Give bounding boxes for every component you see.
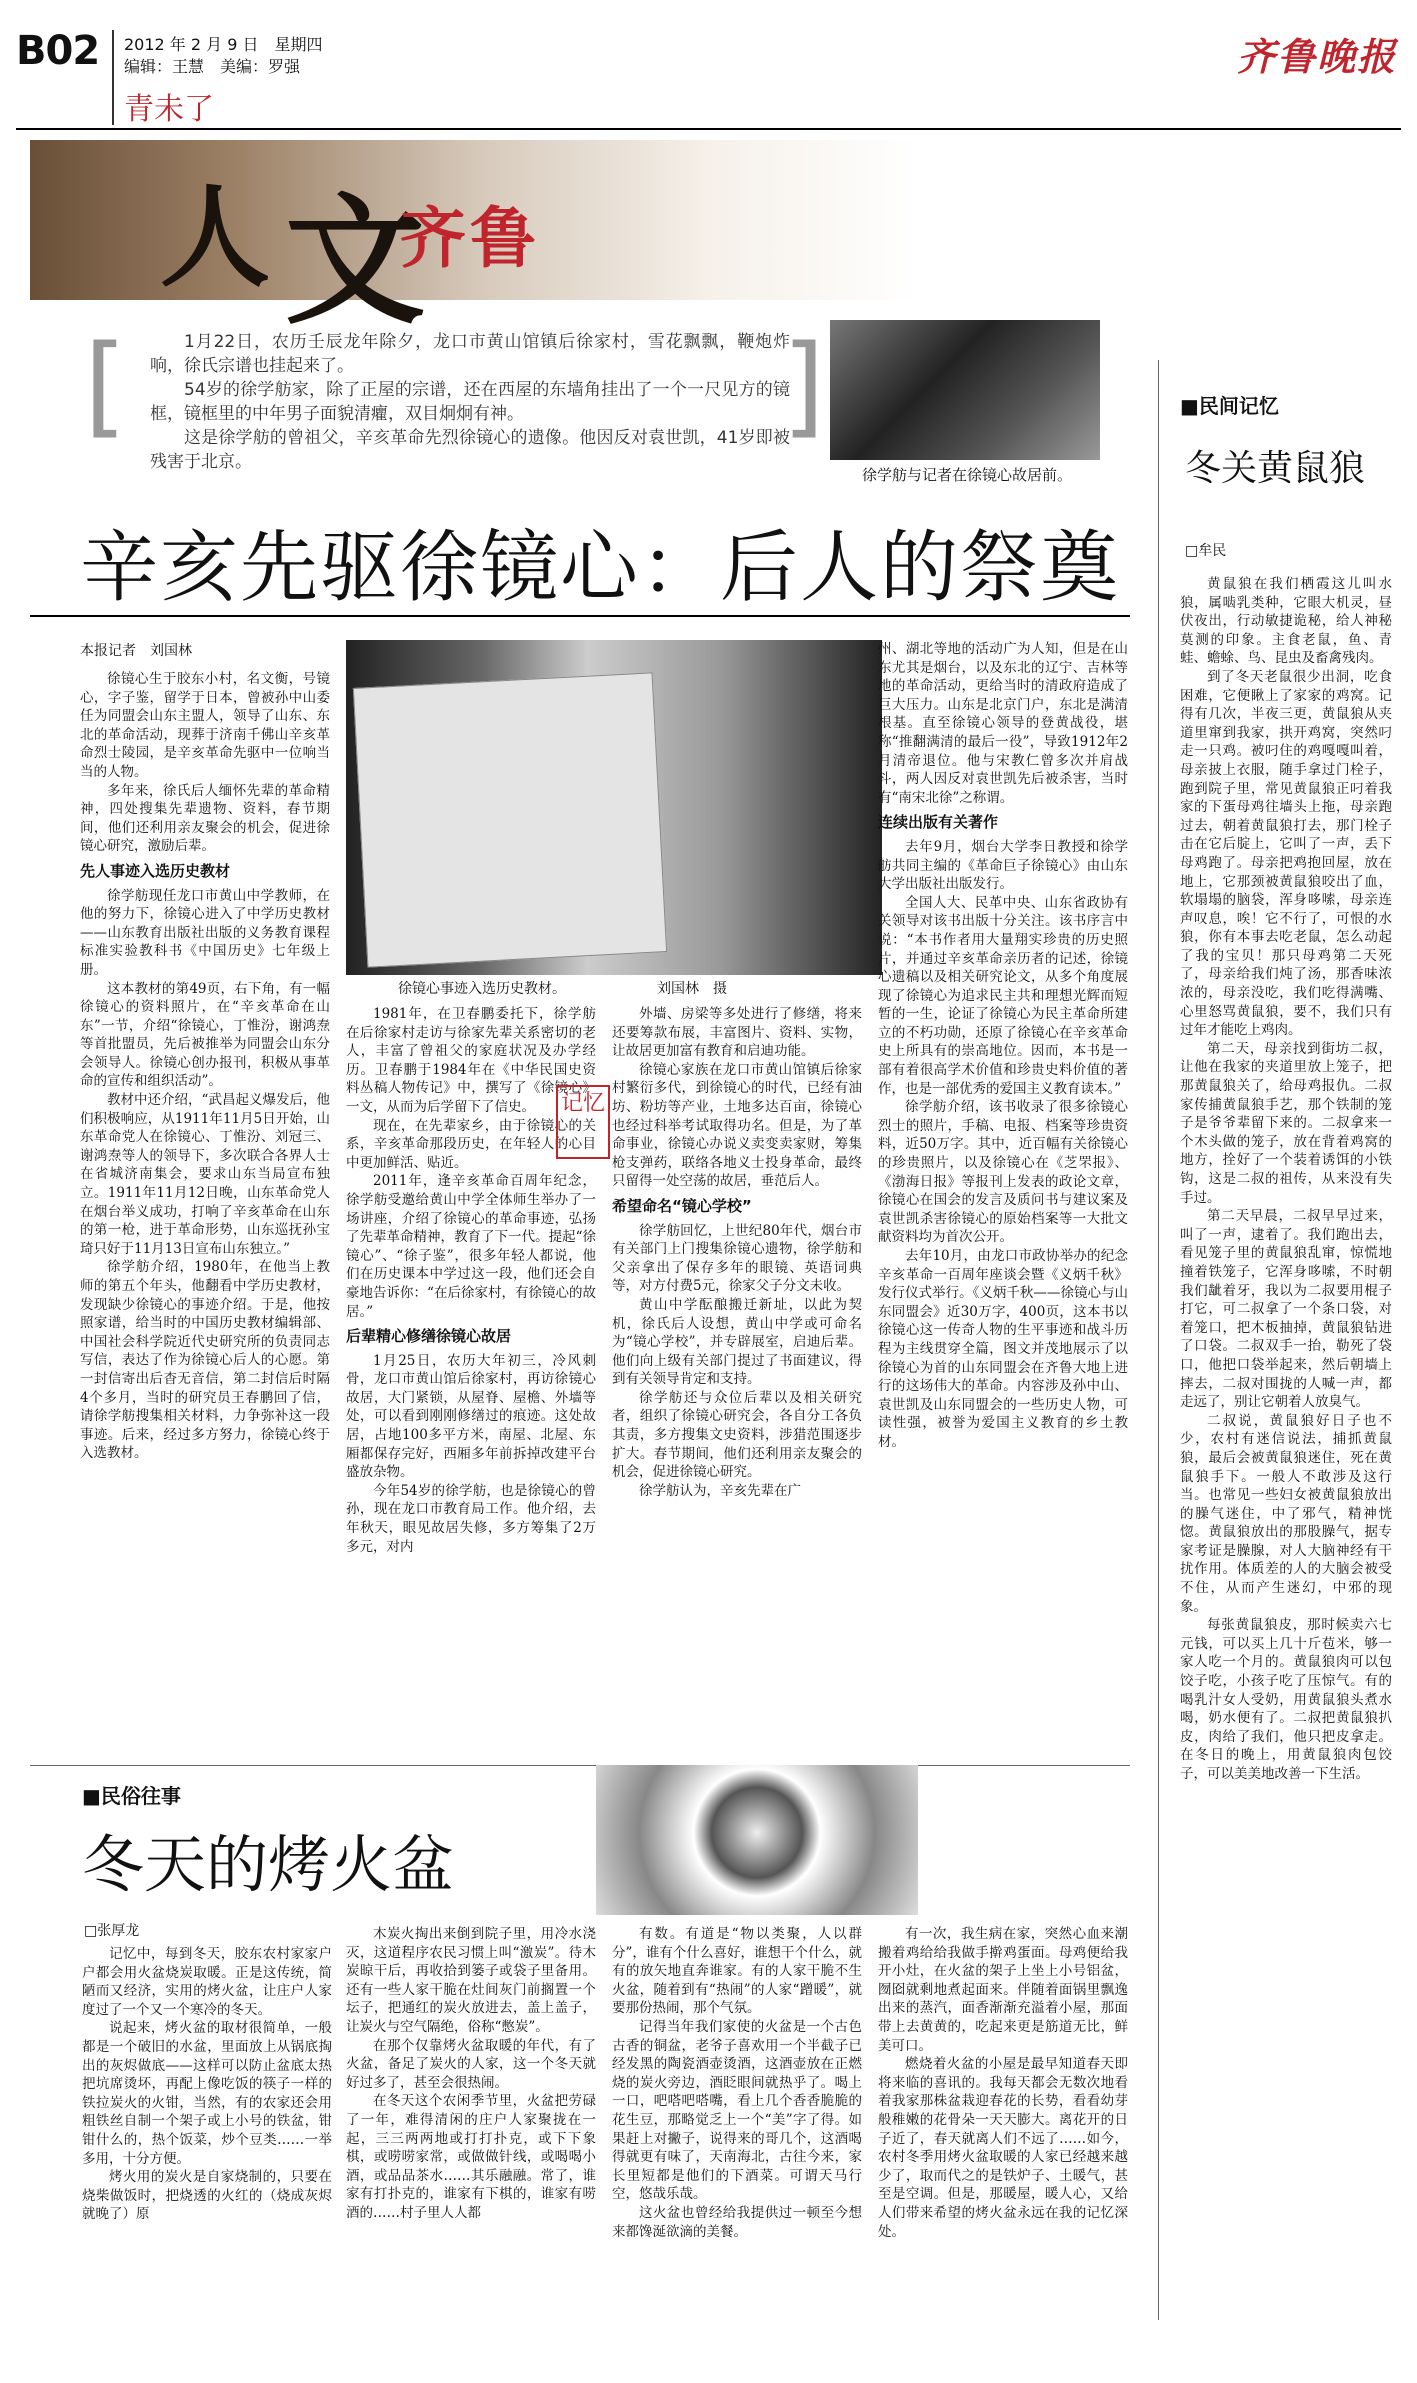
- sidebar-kicker: ■民间记忆: [1180, 394, 1279, 418]
- headline-rule: [30, 615, 1130, 617]
- paragraph: 烤火用的炭火是自家烧制的，只要在烧柴做饭时，把烧透的火红的（烧成灰烬就晚了）原: [82, 2169, 332, 2223]
- subheading: 先人事迹入选历史教材: [80, 861, 231, 880]
- top-photo: [830, 320, 1100, 460]
- sidebar-divider: [1158, 360, 1159, 2320]
- paragraph: 木炭火掏出来倒到院子里，用冷水浇灭，这道程序农民习惯上叫“激炭”。待木炭晾干后，再收拾到篓子或袋子里备用。还有一些人家干脆在灶间灰门前搁置一个坛子，把通红的炭火放进去，盖上盖子，让炭火与空气隔绝，俗称“憋炭”。: [346, 1926, 596, 2035]
- paragraph: 这火盆也曾经给我提供过一顿至今想来都馋涎欲滴的美餐。: [612, 2204, 862, 2240]
- lower-headline: 冬天的烤火盆: [82, 1828, 455, 1901]
- subheading: 后辈精心修缮徐镜心故居: [346, 1327, 512, 1346]
- paragraph: 多年来，徐氏后人缅怀先辈的革命精神，四处搜集先辈遗物、资料，春节期间，他们还利用亲友聚会的机会，促进徐镜心研究，激励后辈。: [80, 782, 330, 855]
- paragraph: 这本教材的第49页，右下角，有一幅徐镜心的资料照片，在“辛亥革命在山东”一节，介绍“徐镜心，丁惟汾，谢鸿焘等首批盟员，先后被推举为同盟会山东分会领导人。徐镜心创办报刊，积极从事革命的宣传和组织活动”。: [80, 980, 330, 1090]
- subheading: 连续出版有关著作: [878, 813, 999, 832]
- banner-logo-wen: 文: [285, 180, 426, 344]
- paragraph: 去年9月，烟台大学李日教授和徐学舫共同主编的《革命巨子徐镜心》由山东大学出版社出版发行。: [878, 838, 1128, 893]
- paragraph: 今年54岁的徐学舫，也是徐镜心的曾孙，现在龙口市教育局工作。他介绍，去年秋天，眼见故居失修，多方筹集了2万多元，对内: [346, 1482, 596, 1555]
- paragraph: 记忆中，每到冬天，胶东农村家家户户都会用火盆烧炭取暖。正是这传统，简陋而又经济，实用的烤火盆，让庄户人家度过了一个又一个寒冷的冬天。: [82, 1946, 332, 2018]
- banner-logo-ren: 人: [160, 173, 270, 302]
- fire-pot-photo: [596, 1765, 918, 1915]
- lower-column-4: [878, 1925, 1128, 2370]
- paragraph: 黄山中学酝酿搬迁新址，以此为契机，徐氏后人设想，黄山中学或可命名为“镜心学校”，并专辟展室，启迪后辈。他们向上级有关部门提过了书面建议，得到有关领导肯定和支持。: [612, 1296, 862, 1388]
- page-number: B02: [16, 28, 100, 74]
- paragraph: 徐学舫现任龙口市黄山中学教师，在他的努力下，徐镜心进入了中学历史教材——山东教育出版社出版的义务教育课程标准实验教科书《中国历史》七年级上册。: [80, 887, 330, 978]
- paragraph: 徐镜心生于胶东小村，名文衡，号镜心，字子鉴，留学于日本，曾被孙中山委任为同盟会山东主盟人，领导了山东、东北的革命活动，现葬于济南千佛山辛亥革命烈士陵园，是辛亥革命先驱中一位响当当的人物。: [80, 671, 330, 780]
- lower-column-1: [82, 1945, 332, 2370]
- lead-bracket-right: ]: [782, 321, 825, 449]
- paragraph: 燃烧着火盆的小屋是最早知道春天即将来临的喜讯的。我每天都会无数次地看着我家那株盆栽迎春花的长势，看看幼芽般稚嫩的花骨朵一天天膨大。离花开的日子近了，春天就离人们不远了……如今，农村冬季用烤火盆取暖的人家已经越来越少了，取而代之的是铁炉子、土暖气，甚至是空调。但是，那暖屋，暖人心，又给人们带来希望的烤火盆永远在我的记忆深处。: [878, 2056, 1128, 2240]
- issue-date: 2012 年 2 月 9 日 星期四: [124, 35, 323, 54]
- lead-paragraph: 这是徐学舫的曾祖父，辛亥革命先烈徐镜心的遗像。他因反对袁世凯，41岁即被残害于北京。: [150, 428, 790, 472]
- paragraph: 州、湖北等地的活动广为人知，但是在山东尤其是烟台，以及东北的辽宁、吉林等地的革命活动，更给当时的清政府造成了巨大压力。山东是北京门户，东北是满清根基。直至徐镜心领导的登黄战役，堪称“推翻满清的最后一役”，导致1912年2月清帝退位。他与宋教仁曾多次并肩战斗，两人因反对袁世凯先后被杀害，当时有“南宋北徐”之称谓。: [878, 641, 1128, 806]
- editor-credits: 编辑：王慧 美编：罗强: [124, 57, 301, 76]
- paragraph: 徐学舫回忆，上世纪80年代，烟台市有关部门上门搜集徐镜心遗物，徐学舫和父亲拿出了保存多年的眼镜、英语词典等，对方付费5元，徐家父子分文未收。: [612, 1222, 862, 1295]
- paragraph: 记得当年我们家使的火盆是一个古色古香的铜盆，老爷子喜欢用一个半截子已经发黑的陶瓷酒壶烫酒，这酒壶放在正燃烧的炭火旁边，酒眨眼间就热乎了。喝上一口，吧嗒吧嗒嘴，看上几个香香脆脆的花生豆，那略觉乏上一个“美”字了得。如果赶上对撇子，说得来的哥几个，这酒喝得就更有味了，天南海北，古往今来，家长里短都是他们的下酒菜。可谓天马行空，悠哉乐哉。: [612, 2018, 862, 2203]
- paragraph: 徐学舫介绍，该书收录了很多徐镜心烈士的照片，手稿、电报、档案等珍贵资料，近50万字。其中，近百幅有关徐镜心的珍贵照片，以及徐镜心在《芝罘报》、《渤海日报》等报刊上发表的政论文章，徐镜心在国会的发言及质问书与建议案及袁世凯杀害徐镜心的原始档案等一大批文献资料均为首次公开。: [878, 1099, 1128, 1246]
- paragraph: 1月25日，农历大年初三，冷风刺骨，龙口市黄山馆后徐家村，再访徐镜心故居，大门紧锁，从屋脊、屋檐、外墙等处，可以看到刚刚修缮过的痕迹。这处故居，占地100多平方米，南屋、北屋、东厢都保存完好，西厢多年前拆掉改建平台盛放杂物。: [346, 1352, 596, 1481]
- paragraph: 在那个仅靠烤火盆取暖的年代，有了火盆，备足了炭火的人家，这一个冬天就好过多了，甚至会很热闹。: [346, 2037, 596, 2091]
- paragraph: 徐镜心家族在龙口市黄山馆镇后徐家村繁衍多代，到徐镜心的时代，已经有油坊、粉坊等产业，土地多达百亩，徐镜心也经过科举考试取得功名。但是，为了革命事业，徐镜心办说义卖变卖家财，筹集枪支弹药，联络各地义士投身革命，最终只留得一处空荡的故居，垂范后人。: [612, 1061, 862, 1190]
- lower-kicker: ■民俗往事: [82, 1784, 181, 1808]
- paragraph: 2011年，逢辛亥革命百周年纪念，徐学舫受邀给黄山中学全体师生举办了一场讲座，介绍了徐镜心的革命事迹，弘扬了先辈革命精神，教育了下一代。提起“徐镜心”、“徐子鉴”，很多年轻人都说，他们在历史课本中学过这一段，他们还会自豪地告诉你：“在后徐家村，有徐镜心的故居。”: [346, 1173, 596, 1320]
- paragraph: 在冬天这个农闲季节里，火盆把劳碌了一年，难得清闲的庄户人家聚拢在一起，三三两两地或打打扑克，或下下象棋，或唠唠家常，或做做针线，或喝喝小酒，或品品茶水……其乐融融。常了，谁家有打扑克的，谁家有下棋的，谁家有唠酒的……村子里人人都: [346, 2093, 596, 2221]
- lower-author: □张厚龙: [84, 1923, 140, 1939]
- paragraph: 1981年，在卫春鹏委托下，徐学舫在后徐家村走访与徐家先辈关系密切的老人，丰富了曾祖父的家庭状况及办学经历。卫春鹏于1984年在《中华民国史资料丛稿人物传记》中，撰写了《徐镜心》一文，从而为后学留下了信史。: [346, 1006, 596, 1115]
- banner-logo-qilu: 齐鲁: [400, 200, 540, 277]
- header-rule: [16, 128, 1401, 130]
- lead-bracket-left: [: [84, 321, 127, 449]
- paragraph: 有数。有道是“物以类聚，人以群分”，谁有个什么喜好，谁想干个什么，就有的放矢地直奔谁家。有的人家干脆不生火盆，随着到有“热闹”的人家“蹭暖”，就要那份热闹，那个气氛。: [612, 1926, 862, 2017]
- paragraph: 外墙、房梁等多处进行了修缮，将来还要筹款布展，丰富图片、资料、实物，让故居更加富有教育和启迪功能。: [612, 1006, 862, 1060]
- section-name: 青未了: [124, 92, 214, 127]
- sidebar-author: □牟民: [1185, 543, 1227, 559]
- lower-section-rule: [30, 1765, 1130, 1766]
- paragraph: 二叔说，黄鼠狼好日子也不少，农村有迷信说法，捕抓黄鼠狼，最后会被黄鼠狼迷住，死在黄鼠狼手下。一般人不敢涉及这行当。也常见一些妇女被黄鼠狼放出的臊气迷住，中了邪气，精神恍惚。黄鼠狼放出的那股臊气，据专家考证是臊腺，对人大脑神经有干扰作用。体质差的人的大脑会被受不住，从而产生迷幻，中邪的现象。: [1180, 1412, 1392, 1615]
- paragraph: 徐学舫认为，辛亥先辈在广: [639, 1482, 801, 1499]
- lower-column-3: [612, 1925, 862, 2370]
- article-column-4: [878, 640, 1128, 1760]
- subheading: 希望命名“镜心学校”: [612, 1196, 752, 1215]
- article-headline: 辛亥先驱徐镜心：后人的祭奠: [80, 523, 1121, 613]
- lead-paragraph: 1月22日，农历壬辰龙年除夕，龙口市黄山馆镇后徐家村，雪花飘飘，鞭炮炸响，徐氏宗谱也挂起来了。: [150, 332, 790, 376]
- paragraph: 徐学舫还与众位后辈以及相关研究者，组织了徐镜心研究会，各自分工各负其责，多方搜集文史资料，涉猎范围逐步扩大。春节期间，他们还利用亲友聚会的机会，促进徐镜心研究。: [612, 1389, 862, 1481]
- top-photo-caption: 徐学舫与记者在徐镜心故居前。: [862, 466, 1073, 484]
- textbook-page-image: [353, 672, 667, 967]
- paragraph: 到了冬天老鼠很少出洞，吃食困难，它便瞅上了家家的鸡窝。记得有几次，半夜三更，黄鼠狼从夹道里窜到我家，拱开鸡窝，突然叼走一只鸡。被叼住的鸡嘎嘎叫着，母亲披上衣服，随手拿过门栓子，跑到院子里，常见黄鼠狼正叼着我家的下蛋母鸡往墙头上拖，母亲跑过去，朝着黄鼠狼打去，那门栓子击在它后腚上，它叫了一声，丢下母鸡跑了。母亲把鸡抱回屋，放在地上，它那颈被黄鼠狼咬出了血，软塌塌的脑袋，浑身哆嗦，母亲连声叹息，唉！它不行了，可恨的水狼，你有本事去吃老鼠，怎么动起了我的宝贝！那只母鸡第二天死了，母亲给我们炖了汤，那香味浓浓的，母亲没吃，我们吃得满嘴、心里怒骂黄鼠狼，要不，我们只有过年才能吃上鸡肉。: [1180, 668, 1392, 1039]
- main-photo-credit: 刘国林 摄: [657, 981, 727, 997]
- paragraph: 每张黄鼠狼皮，那时候卖六七元钱，可以买上几十斤苞米，够一家人吃一个月的。黄鼠狼肉可以包饺子吃，小孩子吃了压惊气。有的喝乳汁女人受奶，用黄鼠狼头煮水喝，奶水便有了。二叔把黄鼠狼扒皮，肉给了我们，他只把皮拿走。在冬日的晚上，用黄鼠狼肉包饺子，可以美美地改善一下生活。: [1180, 1617, 1392, 1782]
- paragraph: 徐学舫介绍，1980年，在他当上教师的第五个年头，他翻看中学历史教材，发现缺少徐镜心的事迹介绍。于是，他按照家谱，给当时的中国历史教材编辑部、中国社会科学院近代史研究所的负责同志写信，表达了作为徐镜心后人的心愿。第一封信寄出后杳无音信，第二封信后时隔4个多月，当时的研究员王春鹏回了信，请徐学舫搜集相关材料，力争弥补这一段事迹。后来，经过多方努力，徐镜心终于入选教材。: [80, 1259, 330, 1462]
- paragraph: 第二天，母亲找到街坊二叔，让他在我家的夹道里放上笼子，把那黄鼠狼关了，给母鸡报仇。二叔家传捕黄鼠狼手艺，那个铁制的笼子是爷爷辈留下来的。二叔拿来一个木头做的笼子，放在背着鸡窝的地方，拴好了一个装着诱饵的小铁钩，这是二叔的祖传，从来没有失手过。: [1180, 1040, 1392, 1206]
- lead-paragraph: 54岁的徐学舫家，除了正屋的宗谱，还在西屋的东墙角挂出了一个一尺见方的镜框，镜框里的中年男子面貌清癯，双目炯炯有神。: [150, 380, 790, 424]
- paragraph: 全国人大、民革中央、山东省政协有关领导对该书出版十分关注。该书序言中说：“本书作者用大量翔实珍贵的历史照片，并通过辛亥革命亲历者的记述，徐镜心遗稿以及相关研究论文，从多个角度展现了徐镜心为追求民主共和理想光辉而短暂的一生，论证了徐镜心为民主革命所建立的不朽功勋，还原了徐镜心在辛亥革命史上所具有的崇高地位。因而，本书是一部有着很高学术价值和珍贵史料价值的著作，也是一部优秀的爱国主义教育读本。”: [878, 894, 1128, 1097]
- lower-column-2: [346, 1925, 596, 2370]
- newspaper-masthead: 齐鲁晚报: [1236, 34, 1397, 79]
- article-column-3: [612, 1005, 862, 1760]
- article-byline: 本报记者 刘国林: [80, 643, 192, 659]
- article-column-1: [80, 670, 330, 1760]
- paragraph: 第二天早晨，二叔早早过来，叫了一声，逮着了。我们跑出去，看见笼子里的黄鼠狼乱窜，惊慌地撞着铁笼子，它浑身哆嗦，不时朝我们龇着牙，我以为二叔要用棍子打它，可二叔拿了一个条口袋，对着笼口，把木板抽掉，黄鼠狼钻进了口袋。二叔双手一抬，勒死了袋口，他把口袋举起来，然后朝墙上摔去，二叔对围拢的人喊一声，都走远了，别让它朝着人放臭气。: [1180, 1208, 1392, 1411]
- sidebar-headline: 冬关黄鼠狼: [1185, 448, 1366, 489]
- header-divider: [112, 30, 114, 125]
- paragraph: 有一次，我生病在家，突然心血来潮搬着鸡给给我做手擀鸡蛋面。母鸡便给我开小灶，在火盆的架子上坐上小号铝盆，囫囵就剩地煮起面来。伴随着面锅里飘逸出来的蒸汽，面香渐渐充溢着小屋，那面带上去黄黄的，吃起来更是筋道无比，鲜美可口。: [878, 1926, 1128, 2054]
- paragraph: 现在，在先辈家乡，由于徐镜心的关系，辛亥革命那段历史，在年轻人的心目中更加鲜活、贴近。: [346, 1117, 596, 1171]
- paragraph: 教材中还介绍，“武昌起义爆发后，他们积极响应，从1911年11月5日开始，山东革命党人在徐镜心、丁惟汾、刘冠三、谢鸿焘等人的领导下，多次联合各界人士在省城济南集会，要求山东当局宣布独立。1911年11月12日晚，山东革命党人在烟台举义成功，打响了辛亥革命在山东的第一枪，进于革命形势，山东巡抚孙宝琦只好于11月13日宣布山东独立。”: [80, 1092, 330, 1257]
- paragraph: 去年10月，由龙口市政协举办的纪念辛亥革命一百周年座谈会暨《义炳千秋》发行仪式举行。《义炳千秋——徐镜心与山东同盟会》近30万字，400页，这本书以徐镜心这一传奇人物的生平事迹和战斗历程为主线贯穿全篇，图文并茂地展示了以徐镜心为首的山东同盟会在齐鲁大地上进行的这场伟大的革命。内容涉及孙中山、袁世凯及山东同盟会的一些历史人物，可读性强，被誉为爱国主义教育的乡土教材。: [878, 1248, 1128, 1450]
- sidebar-column: [1180, 575, 1392, 2360]
- paragraph: 黄鼠狼在我们栖霞这儿叫水狼，属啮乳类种，它眼大机灵，昼伏夜出，行动敏捷诡秘，给人神秘莫测的印象。主食老鼠，鱼、青蛙、蟾蜍、鸟、昆虫及畜禽残肉。: [1180, 576, 1392, 667]
- lead-text: [150, 330, 790, 474]
- memory-stamp: 记忆: [556, 1085, 610, 1159]
- main-photo-caption: 徐镜心事迹入选历史教材。: [398, 981, 566, 997]
- paragraph: 说起来，烤火盆的取材很简单，一般都是一个破旧的水盆，里面放上从锅底掏出的灰烬做底——这样可以防止盆底太热把坑席烫坏，再配上像吃饭的筷子一样的铁拉炭火的火钳，当然，有的农家还会用粗铁丝自制一个架子或上小号的铁盆，钳钳什么的，热个饭菜，炒个豆类……一举多用，十分方便。: [82, 2020, 332, 2167]
